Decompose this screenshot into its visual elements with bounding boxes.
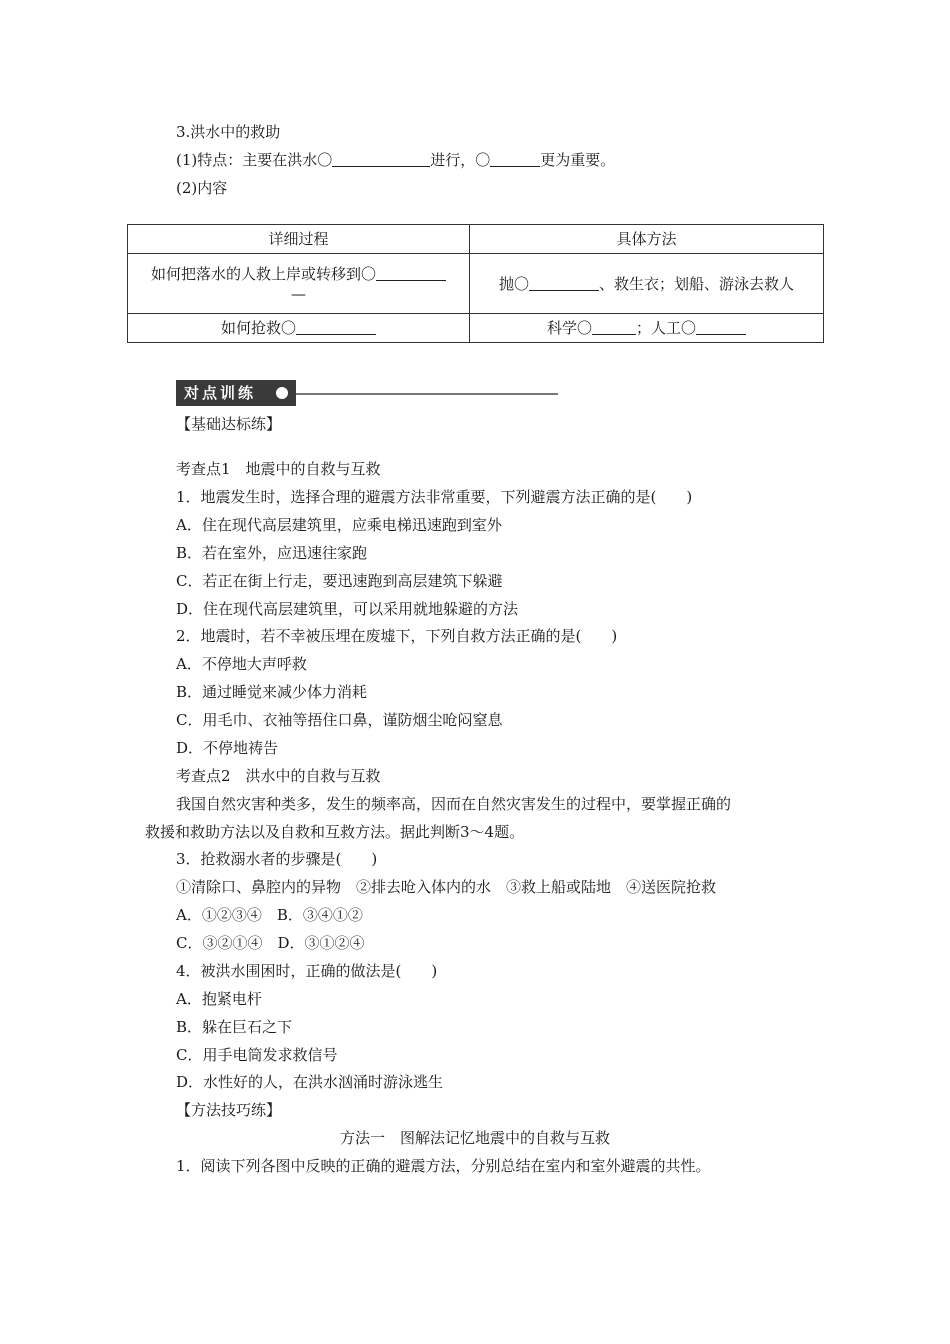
intro-line-1: 我国自然灾害种类多，发生的频率高，因而在自然灾害发生的过程中，要掌握正确的 [176, 795, 732, 813]
cell-method: 科学〇 ；人工〇 [470, 314, 824, 343]
q4-option-d: D．水性好的人，在洪水汹涌时游泳逃生 [176, 1073, 444, 1091]
point2-title: 考查点2 洪水中的自救与互救 [176, 767, 381, 785]
blank [490, 151, 540, 167]
q3-steps: ①清除口、鼻腔内的异物 ②排去呛入体内的水 ③救上船或陆地 ④送医院抢救 [176, 878, 717, 896]
method-title: 方法一 图解法记忆地震中的自救与互救 [340, 1129, 611, 1147]
header-process: 详细过程 [128, 225, 470, 254]
q2-option-a: A．不停地大声呼救 [176, 655, 307, 673]
q1-option-c: C．若正在街上行走，要迅速跑到高层建筑下躲避 [176, 572, 503, 590]
section-title: 3.洪水中的救助 [176, 123, 281, 141]
q1-option-a: A．住在现代高层建筑里，应乘电梯迅速跑到室外 [176, 516, 502, 534]
point1-title: 考查点1 地震中的自救与互救 [176, 460, 381, 478]
blank [376, 265, 446, 281]
q2-option-b: B．通过睡觉来减少体力消耗 [176, 683, 368, 701]
q3-options-cd: C．③②①④ D．③①②④ [176, 934, 365, 952]
q4-option-c: C．用手电筒发求救信号 [176, 1046, 338, 1064]
cell-process: 如何把落水的人救上岸或转移到〇 — [128, 254, 470, 314]
table-header-row [128, 225, 824, 254]
feature-text-b: 进行，〇 [430, 151, 491, 169]
q3-options-ab: A．①②③④ B．③④①② [176, 906, 363, 924]
blank [592, 319, 636, 335]
banner-title: 对点训练 [176, 380, 296, 406]
blank [529, 275, 599, 291]
feature-text-c: 更为重要。 [540, 151, 616, 169]
blank [696, 319, 746, 335]
cell-process: 如何抢救〇 [128, 314, 470, 343]
q4-option-a: A．抱紧电杆 [176, 990, 262, 1008]
cell-method: 抛〇 、救生衣；划船、游泳去救人 [470, 254, 824, 314]
rescue-table [127, 224, 824, 343]
method-heading: 【方法技巧练】 [176, 1101, 282, 1119]
q2-option-d: D．不停地祷告 [176, 739, 279, 757]
header-method: 具体方法 [470, 225, 824, 254]
q2-option-c: C．用毛巾、衣袖等捂住口鼻，谨防烟尘呛闷窒息 [176, 711, 503, 729]
intro-line-2: 救援和救助方法以及自救和互救方法。据此判断3～4题。 [145, 823, 525, 841]
blank [332, 151, 430, 167]
feature-line [176, 150, 615, 170]
question-4: 4．被洪水围困时，正确的做法是( ) [176, 962, 438, 980]
feature-text-a: (1)特点：主要在洪水〇 [176, 151, 333, 169]
q4-option-b: B．躲在巨石之下 [176, 1018, 293, 1036]
banner-divider [296, 393, 558, 395]
method-question-1: 1．阅读下列各图中反映的正确的避震方法，分别总结在室内和室外避震的共性。 [176, 1157, 711, 1175]
banner-dot-icon [276, 387, 288, 399]
table-row [128, 254, 824, 314]
question-2: 2．地震时，若不幸被压埋在废墟下，下列自救方法正确的是( ) [176, 627, 618, 645]
question-1: 1．地震发生时，选择合理的避震方法非常重要，下列避震方法正确的是( ) [176, 488, 693, 506]
q1-option-b: B．若在室外，应迅速往家跑 [176, 544, 368, 562]
blank [296, 319, 376, 335]
table-row [128, 314, 824, 343]
question-3: 3．抢救溺水者的步骤是( ) [176, 850, 378, 868]
basic-heading: 【基础达标练】 [176, 415, 282, 433]
q1-option-d: D．住在现代高层建筑里，可以采用就地躲避的方法 [176, 600, 519, 618]
content-label: (2)内容 [176, 179, 228, 197]
